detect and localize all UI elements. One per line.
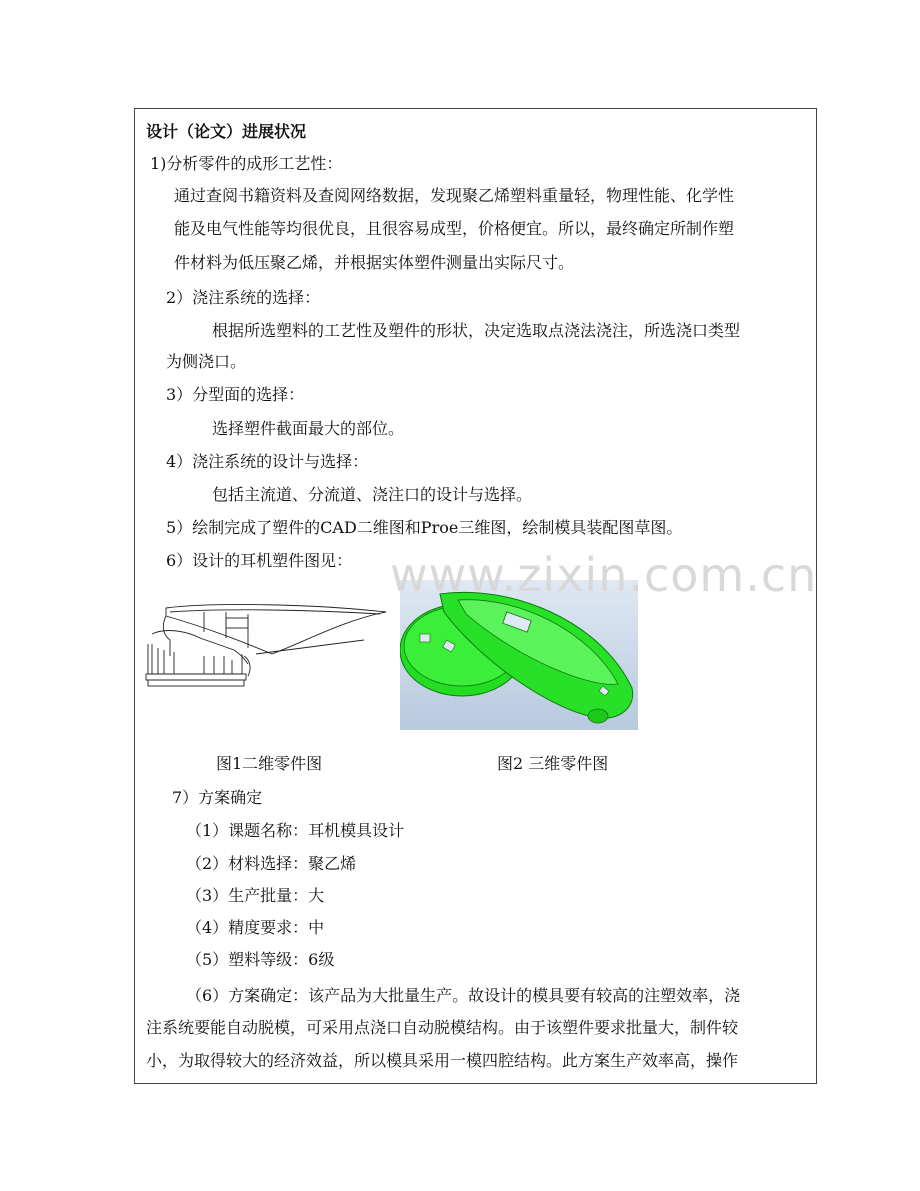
watermark-text: www.zixin.com.cn [390,548,818,602]
item3-text: 选择塑件截面最大的部位。 [212,419,405,438]
item2-text-line2: 为侧浇口。 [166,352,247,371]
item2-text-line1: 根据所选塑料的工艺性及塑件的形状，决定选取点浇法浇注，所选浇口类型 [212,321,741,340]
scheme-heading: 7）方案确定 [172,788,263,807]
item3-heading: 3）分型面的选择： [166,385,305,404]
scheme-item-4: （4）精度要求：中 [186,918,325,937]
item5-text: 5）绘制完成了塑件的CAD二维图和Proe三维图，绘制模具装配图草图。 [166,518,683,537]
item1-text-line3: 件材料为低压聚乙烯，并根据实体塑件测量出实际尺寸。 [174,253,575,272]
scheme-paragraph-line2: 注系统要能自动脱模，可采用点浇口自动脱模结构。由于该塑件要求批量大，制件较 [146,1018,739,1037]
scheme-paragraph-line1: （6）方案确定：该产品为大批量生产。故设计的模具要有较高的注塑效率，浇 [186,986,741,1005]
fig1-caption: 图1二维零件图 [216,754,323,773]
item1-text-line2: 能及电气性能等均很优良，且很容易成型，价格便宜。所以，最终确定所制作塑 [174,219,735,238]
item4-text: 包括主流道、分流道、浇注口的设计与选择。 [212,485,533,504]
item2-heading: 2）浇注系统的选择： [166,288,321,307]
section-title: 设计（论文）进展状况 [146,122,307,141]
fig2-3d-render [400,580,638,730]
item1-heading: 1)分析零件的成形工艺性： [150,154,343,173]
scheme-item-2: （2）材料选择：聚乙烯 [186,854,357,873]
scheme-item-3: （3）生产批量：大 [186,886,325,905]
scheme-item-1: （1）课题名称：耳机模具设计 [186,821,405,840]
item1-text-line1: 通过查阅书籍资料及查阅网络数据，发现聚乙烯塑料重量轻，物理性能、化学性 [174,186,735,205]
scheme-item-5: （5）塑料等级：6级 [186,950,335,969]
item4-heading: 4）浇注系统的设计与选择： [166,452,369,471]
item6-text: 6）设计的耳机塑件图见： [166,551,353,570]
fig2-caption: 图2 三维零件图 [497,754,609,773]
scheme-paragraph-line3: 小，为取得较大的经济效益，所以模具采用一模四腔结构。此方案生产效率高，操作 [146,1051,739,1070]
fig1-2d-drawing [144,604,394,690]
